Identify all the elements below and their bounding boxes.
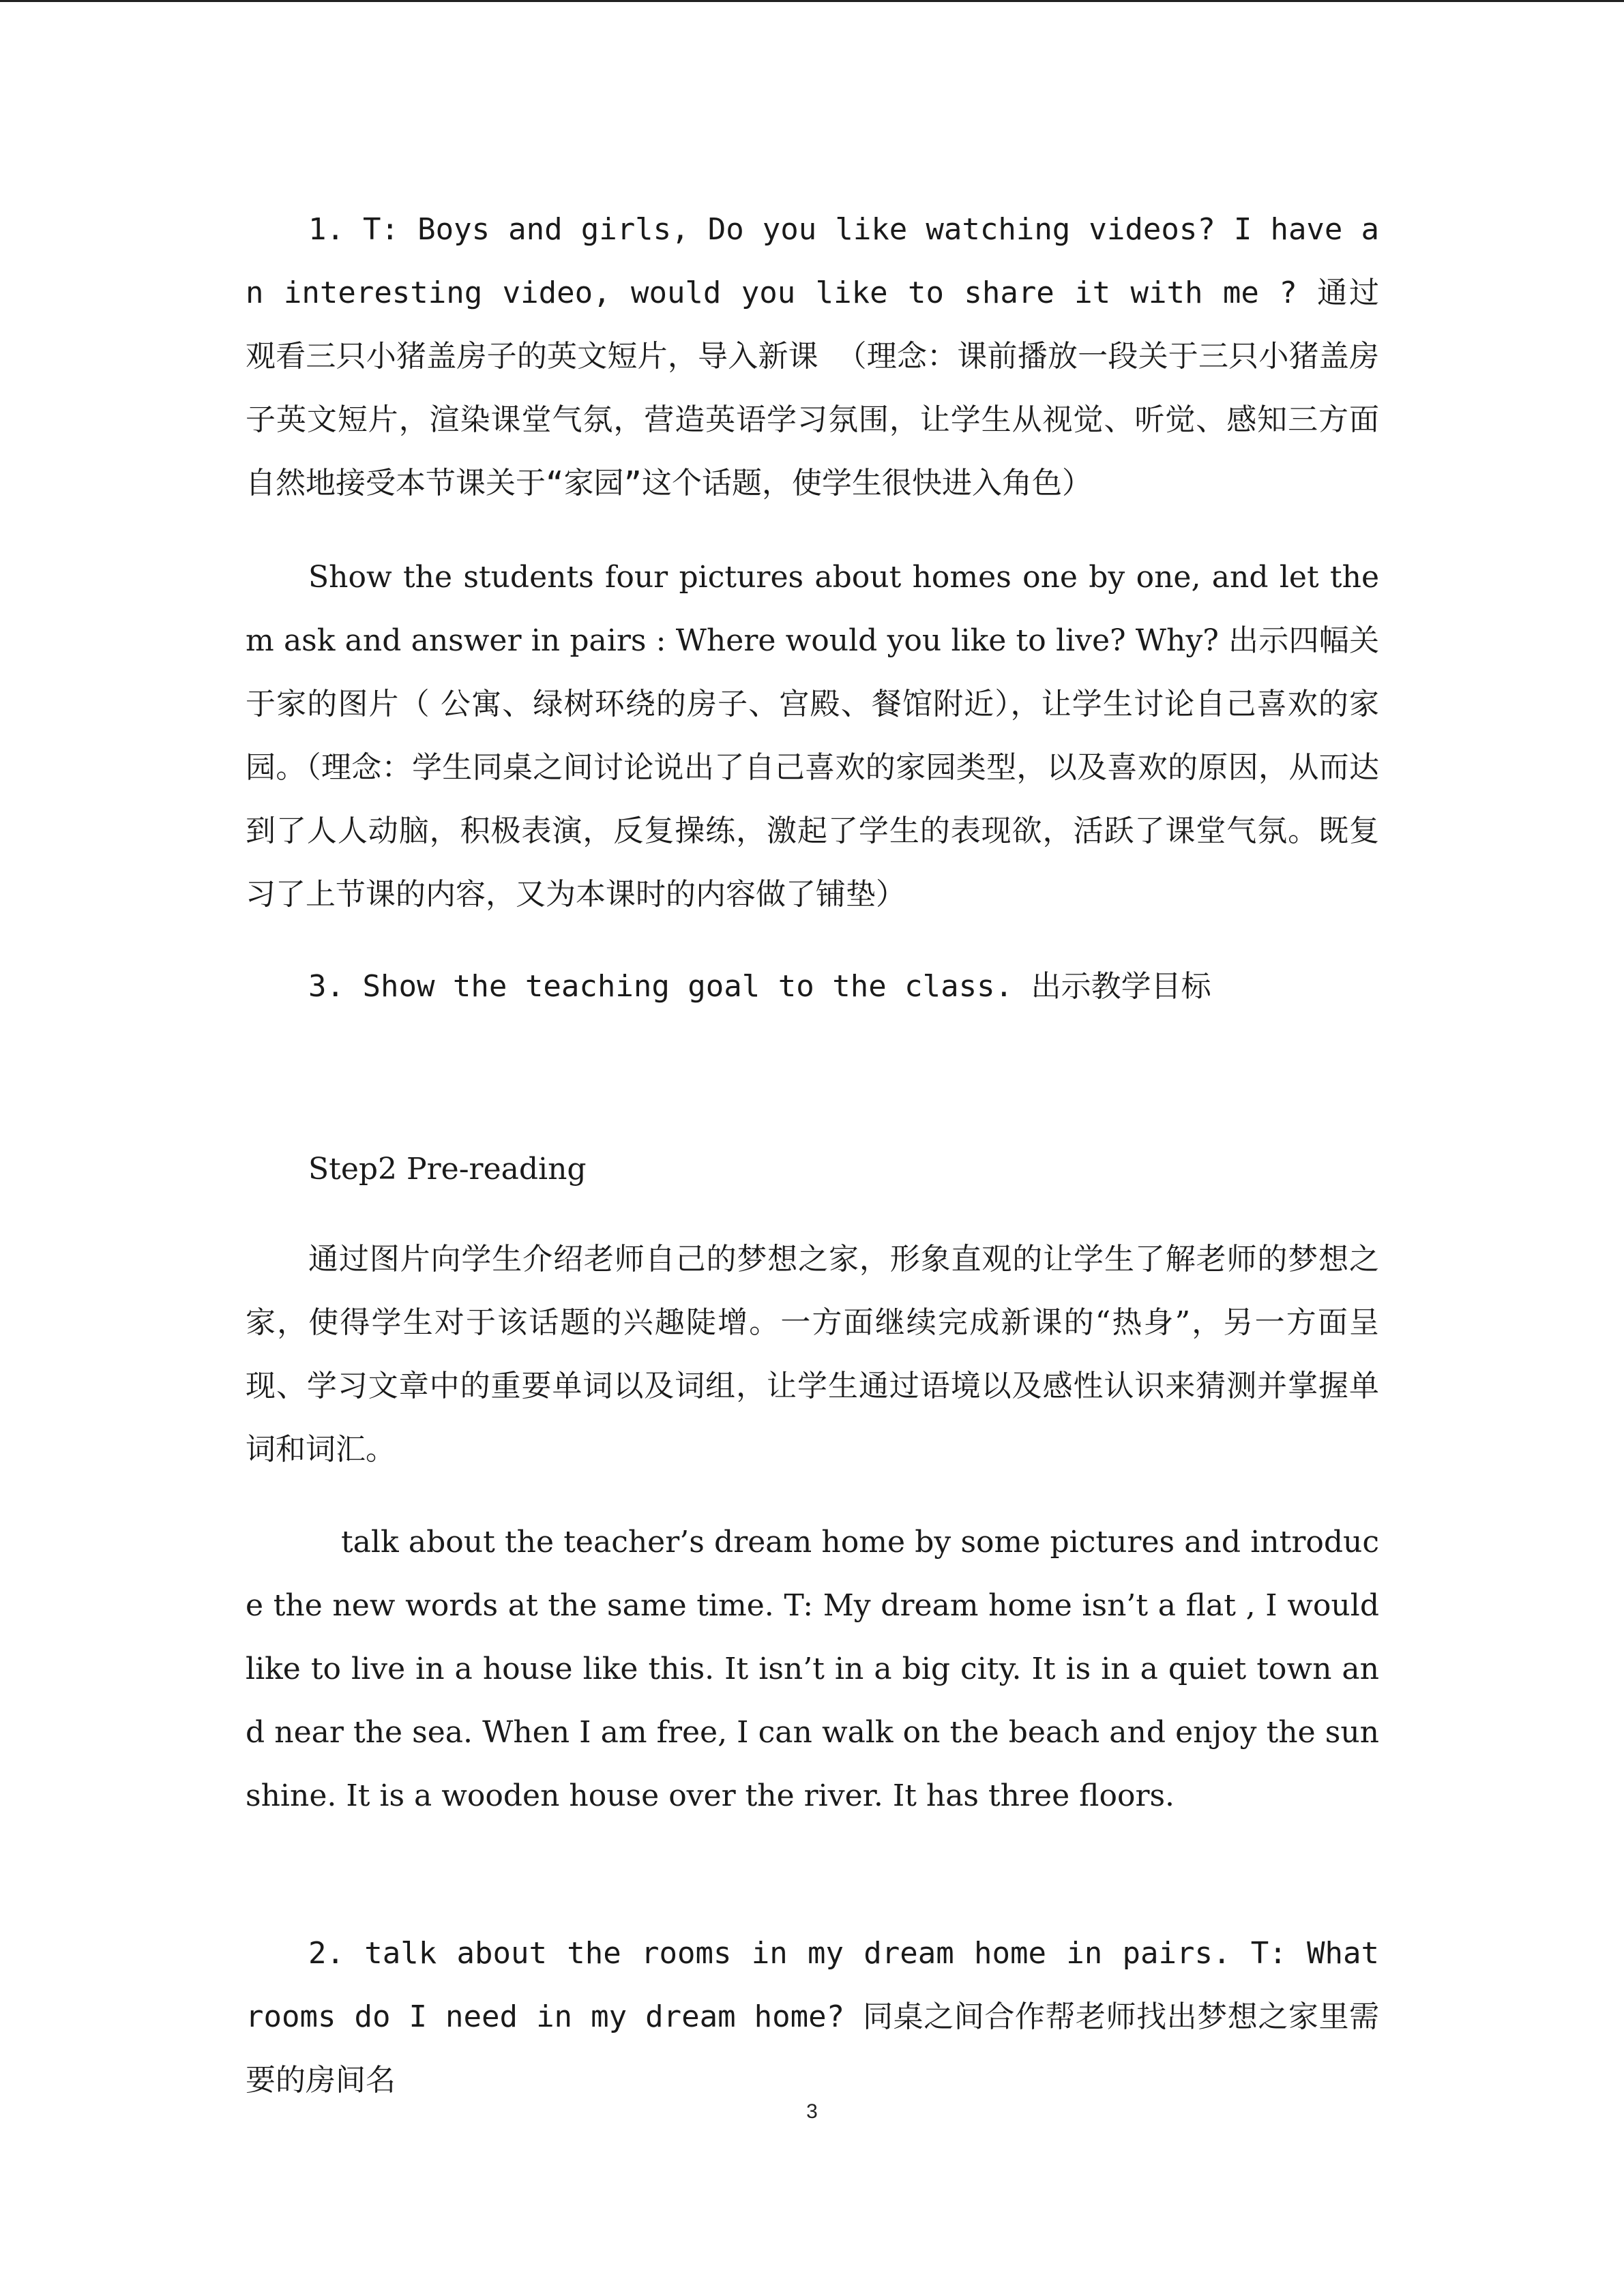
page-number: 3 (806, 2100, 818, 2123)
paragraph-home-pictures: Show the students four pictures about homes one by one, and let them ask and answer in pairs : Where would you like to live? Why? 出示四幅关于家的图片（ 公寓、绿树环绕的房子、宫殿、餐馆附近），让学生讨论自己喜欢的家园。（理念：学生同桌之间讨论说出了自己喜欢的家园类型，以及喜欢的原因，从而达到了人人动脑，积极表演，反复操练，激起了学生的表现欲，活跃了课堂气氛。既复习了上节课的内容，又为本课时的内容做了铺垫） (246, 560, 1379, 912)
paragraph-dream-home-intro: 通过图片向学生介绍老师自己的梦想之家，形象直观的让学生了解老师的梦想之家，使得学生对于该话题的兴趣陡增。一方面继续完成新课的“热身”，另一方面呈现、学习文章中的重要单词以及词组，让学生通过语境以及感性认识来猜测并掌握单词和词汇。 (246, 1242, 1379, 1467)
top-border-line (0, 0, 1624, 2)
paragraph-rooms-in-pairs: 2. talk about the rooms in my dream home in pairs. T: What rooms do I need in my dream home? 同桌之间合作帮老师找出梦想之家里需要的房间名 (246, 1936, 1379, 2098)
section-heading-step2: Step2 Pre-reading (308, 1152, 587, 1187)
paragraph-teaching-goal: 3. Show the teaching goal to the class. 出示教学目标 (308, 969, 1211, 1004)
paragraph-teacher-dream-home: talk about the teacher’s dream home by some pictures and introduce the new words at the same time. T: My dream home isn’t a flat , I would like to live in a house like this. It isn’t in a big city. It is in a quiet town and near the sea. When I am free, I can walk on the beach and enjoy the sunshine. It is a wooden house over the river. It has three floors. (246, 1525, 1379, 1813)
paragraph-intro-video: 1. T: Boys and girls, Do you like watching videos? I have an interesting video, would you like to share it with me ? 通过观看三只小猪盖房子的英文短片，导入新课 （理念：课前播放一段关于三只小猪盖房子英文短片，渲染课堂气氛，营造英语学习氛围，让学生从视觉、听觉、感知三方面自然地接受本节课关于“家园”这个话题，使学生很快进入角色） (246, 212, 1379, 501)
